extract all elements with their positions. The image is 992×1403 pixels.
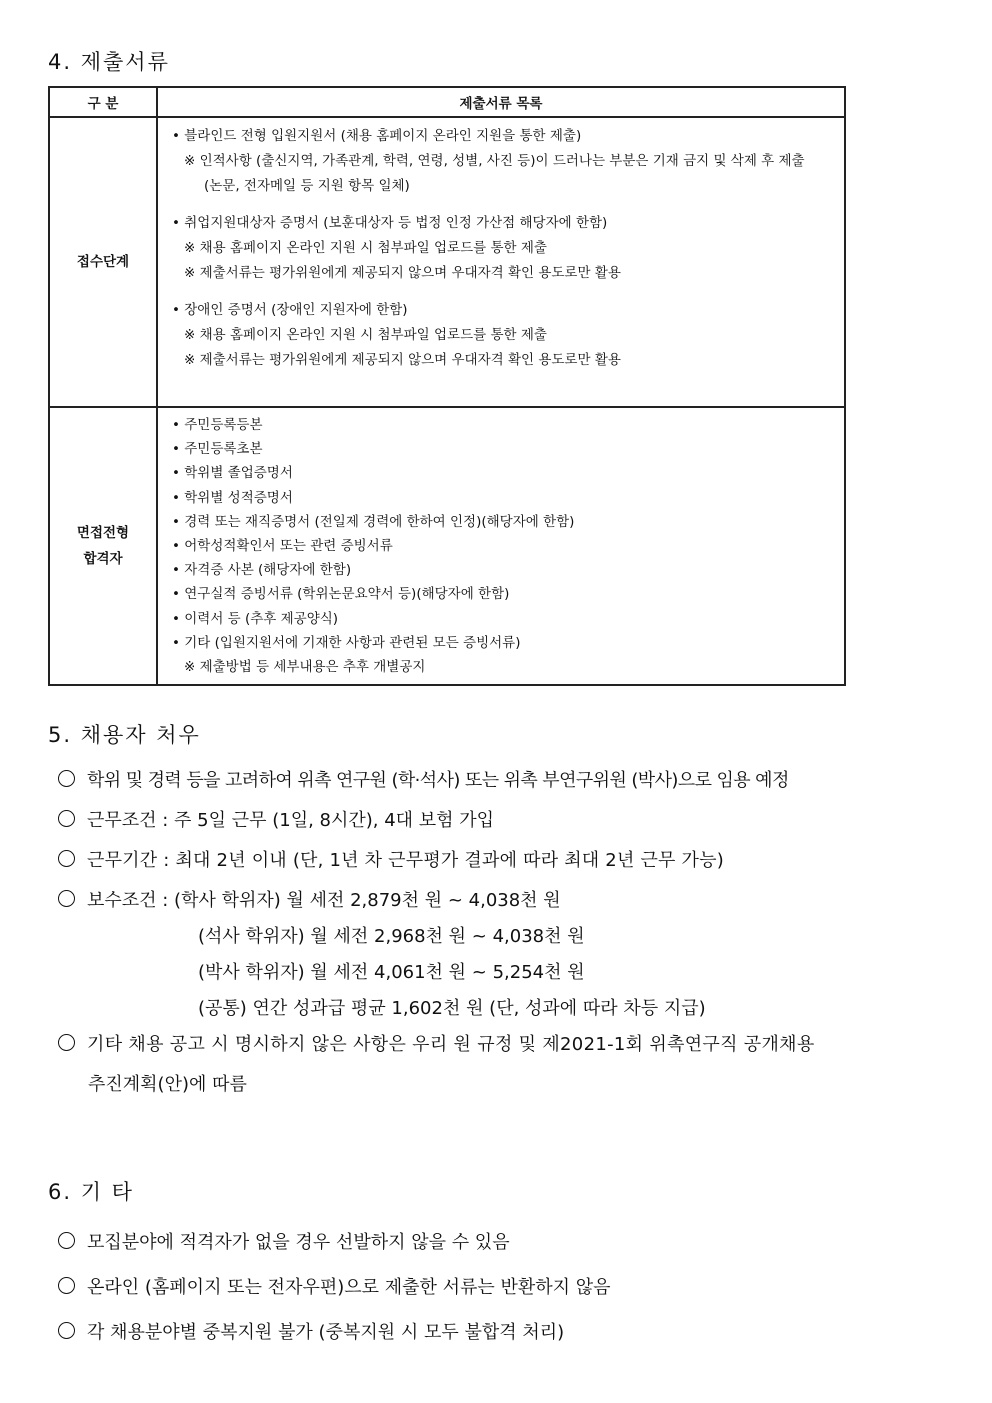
list-item: • 주민등록초본 <box>172 441 263 458</box>
row-label-interview: 면접전형 합격자 <box>49 407 157 685</box>
list-item: • 기타 (입원지원서에 기재한 사항과 관련된 모든 증빙서류) <box>172 634 521 651</box>
row-docs-interview <box>157 407 845 685</box>
list-item: 온라인 (홈페이지 또는 전자우편)으로 제출한 서류는 반환하지 않음 <box>58 1273 611 1299</box>
circle-bullet-icon <box>58 1034 75 1051</box>
table-header-documents: 제출서류 목록 <box>157 87 845 117</box>
list-item: ※ 채용 홈페이지 온라인 지원 시 첨부파일 업로드를 통한 제출 <box>184 240 547 256</box>
list-item: • 블라인드 전형 입원지원서 (채용 홈페이지 온라인 지원을 통한 제출) <box>172 128 582 144</box>
list-item: ※ 제출서류는 평가위원에게 제공되지 않으며 우대자격 확인 용도로만 활용 <box>184 265 621 281</box>
list-item: • 어학성적확인서 또는 관련 증빙서류 <box>172 537 393 554</box>
list-item: • 장애인 증명서 (장애인 지원자에 한함) <box>172 302 408 318</box>
documents-table <box>48 86 846 686</box>
list-item: ※ 인적사항 (출신지역, 가족관계, 학력, 연령, 성별, 사진 등)이 드러나는 부분은 기재 금지 및 삭제 후 제출 <box>184 153 805 169</box>
list-item: • 주민등록등본 <box>172 417 263 433</box>
circle-bullet-icon <box>58 890 75 907</box>
pay-line-common: (공통) 연간 성과급 평균 1,602천 원 (단, 성과에 따라 차등 지급) <box>198 998 706 1019</box>
list-item: ※ 제출방법 등 세부내용은 추후 개별공지 <box>184 658 426 675</box>
list-item: ※ 제출서류는 평가위원에게 제공되지 않으며 우대자격 확인 용도로만 활용 <box>184 352 621 368</box>
list-item: 근무조건 : 주 5일 근무 (1일, 8시간), 4대 보험 가입 <box>58 806 494 832</box>
list-item: • 이력서 등 (추후 제공양식) <box>172 610 339 627</box>
section6-title: 6. 기 타 <box>48 1180 134 1204</box>
etc-line-continued: 추진계획(안)에 따름 <box>88 1074 247 1095</box>
pay-line-doctor: (박사 학위자) 월 세전 4,061천 원 ~ 5,254천 원 <box>198 962 585 983</box>
table-row <box>49 407 845 685</box>
list-item: • 경력 또는 재직증명서 (전일제 경력에 한하여 인정)(해당자에 한함) <box>172 513 575 530</box>
section5-title: 5. 채용자 처우 <box>48 723 201 747</box>
list-item: • 학위별 성적증명서 <box>172 489 293 506</box>
circle-bullet-icon <box>58 1277 75 1294</box>
circle-bullet-icon <box>58 1232 75 1249</box>
list-item: • 자격증 사본 (해당자에 한함) <box>172 562 352 579</box>
list-item: 학위 및 경력 등을 고려하여 위촉 연구원 (학·석사) 또는 위촉 부연구위원 (박사)으로 임용 예정 <box>58 766 789 792</box>
circle-bullet-icon <box>58 850 75 867</box>
circle-bullet-icon <box>58 1322 75 1339</box>
list-item: (논문, 전자메일 등 지원 항목 일체) <box>204 178 410 194</box>
list-item: 보수조건 : (학사 학위자) 월 세전 2,879천 원 ~ 4,038천 원 <box>58 886 561 912</box>
list-item: 각 채용분야별 중복지원 불가 (중복지원 시 모두 불합격 처리) <box>58 1318 564 1344</box>
list-item: • 학위별 졸업증명서 <box>172 465 293 482</box>
section4-title: 4. 제출서류 <box>48 50 170 74</box>
row-label-reception: 접수단계 <box>49 117 157 407</box>
list-item: • 연구실적 증빙서류 (학위논문요약서 등)(해당자에 한함) <box>172 586 510 603</box>
circle-bullet-icon <box>58 770 75 787</box>
table-row <box>49 117 845 407</box>
list-item: 기타 채용 공고 시 명시하지 않은 사항은 우리 원 규정 및 제2021-1회 위촉연구직 공개채용 <box>58 1030 815 1056</box>
list-item: ※ 채용 홈페이지 온라인 지원 시 첨부파일 업로드를 통한 제출 <box>184 327 547 343</box>
row-docs-reception <box>157 117 845 407</box>
pay-line-master: (석사 학위자) 월 세전 2,968천 원 ~ 4,038천 원 <box>198 926 585 947</box>
list-item: 근무기간 : 최대 2년 이내 (단, 1년 차 근무평가 결과에 따라 최대 2년 근무 가능) <box>58 846 724 872</box>
list-item: • 취업지원대상자 증명서 (보훈대상자 등 법정 인정 가산점 해당자에 한함) <box>172 215 608 231</box>
table-header-category: 구 분 <box>49 87 157 117</box>
list-item: 모집분야에 적격자가 없을 경우 선발하지 않을 수 있음 <box>58 1228 510 1254</box>
circle-bullet-icon <box>58 810 75 827</box>
